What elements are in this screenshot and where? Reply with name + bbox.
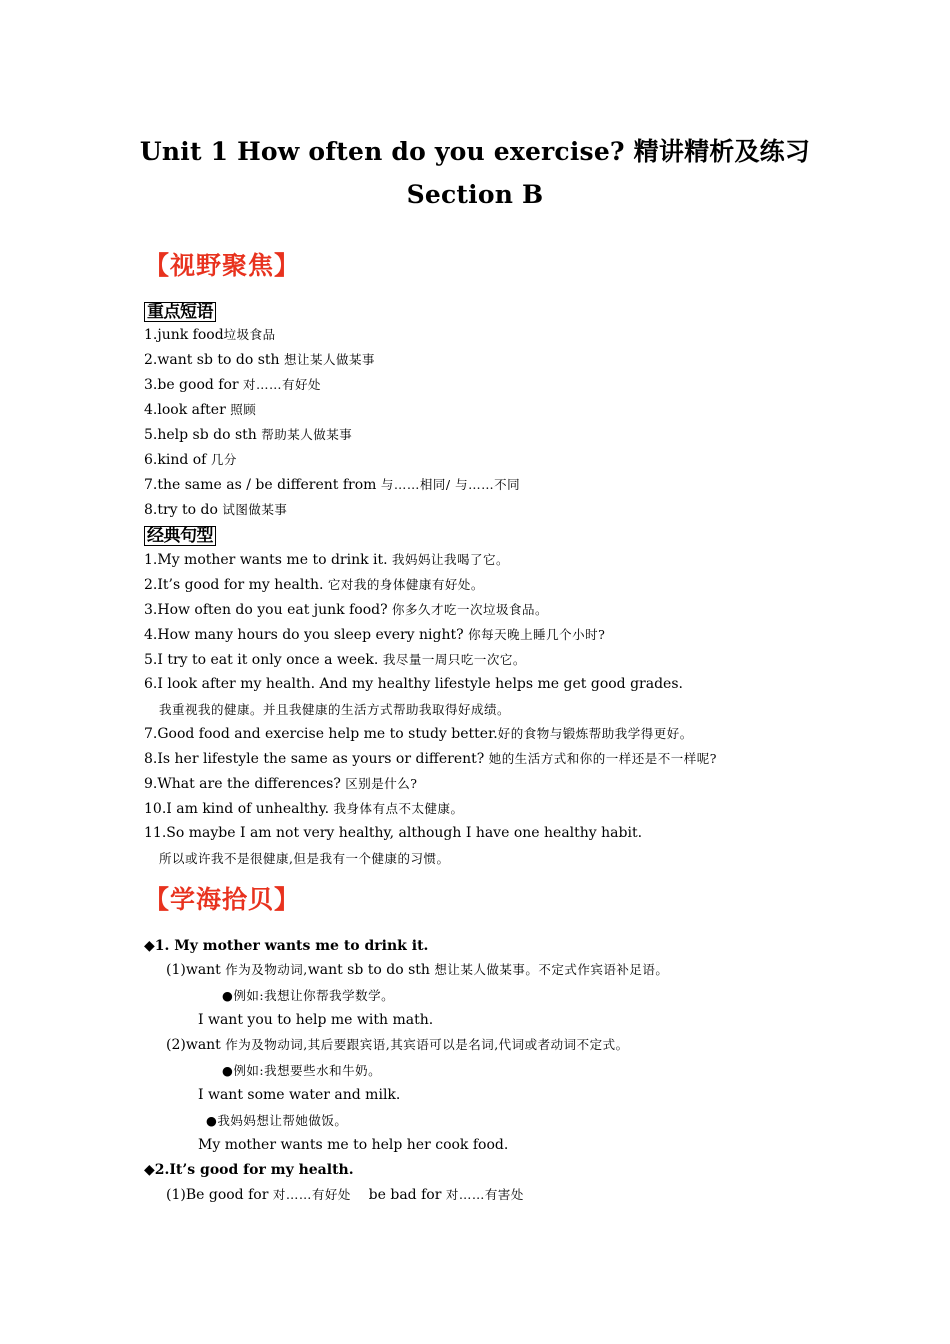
phrase-en: 4.look after bbox=[144, 402, 226, 418]
example-zh: ●我妈妈想让帮她做饭。 bbox=[206, 1113, 348, 1128]
example-english: I want some water and milk. bbox=[198, 1087, 401, 1103]
sentence-en: 5.I try to eat it only once a week. bbox=[144, 652, 379, 668]
note-text bbox=[166, 961, 668, 979]
list-item bbox=[144, 675, 683, 693]
sentences-heading: 经典句型 bbox=[144, 526, 216, 546]
list-item bbox=[144, 401, 256, 419]
phrase-zh: 照顾 bbox=[230, 402, 257, 417]
note-zh: 作为及物动词, bbox=[225, 962, 308, 977]
phrase-en: 5.help sb do sth bbox=[144, 427, 257, 443]
example-label bbox=[222, 1062, 381, 1080]
phrase-en: 2.want sb to do sth bbox=[144, 352, 280, 368]
list-item bbox=[144, 576, 484, 594]
note-heading: ◆2.It’s good for my health. bbox=[144, 1162, 354, 1178]
sentence-zh: 你每天晚上睡几个小时? bbox=[468, 627, 606, 642]
list-item bbox=[144, 601, 548, 619]
list-item bbox=[144, 426, 352, 444]
note-en: want sb to do sth bbox=[307, 962, 430, 978]
phrase-zh: 几分 bbox=[210, 452, 237, 467]
note-zh: 作为及物动词,其后要跟宾语,其宾语可以是名词,代词或者动词不定式。 bbox=[225, 1037, 629, 1052]
sentence-en: 6.I look after my health. And my healthy lifestyle helps me get good grades. bbox=[144, 676, 683, 692]
note-en: be bad for bbox=[368, 1187, 442, 1203]
sentence-zh: 好的食物与锻炼帮助我学得更好。 bbox=[497, 726, 693, 741]
phrase-zh: 试图做某事 bbox=[222, 502, 288, 517]
list-item bbox=[144, 476, 520, 494]
title-line-2: Section B bbox=[406, 180, 544, 209]
phrase-en: 7.the same as / be different from bbox=[144, 477, 381, 493]
example-label bbox=[206, 1112, 347, 1130]
phrase-en: 1.junk food bbox=[144, 327, 224, 343]
sentence-en: 4.How many hours do you sleep every night? bbox=[144, 627, 464, 643]
sentence-zh: 它对我的身体健康有好处。 bbox=[327, 577, 484, 592]
phrase-zh: 想让某人做某事 bbox=[284, 352, 376, 367]
note-zh: 对……有害处 bbox=[445, 1187, 524, 1202]
phrase-zh: 垃圾食品 bbox=[223, 327, 276, 342]
list-item bbox=[144, 351, 375, 369]
section-heading-learning: 【学海拾贝】 bbox=[144, 885, 301, 914]
sentence-zh: 我妈妈让我喝了它。 bbox=[392, 552, 510, 567]
example-english: I want you to help me with math. bbox=[198, 1012, 434, 1028]
sentence-zh: 她的生活方式和你的一样还是不一样呢? bbox=[488, 751, 717, 766]
list-item bbox=[159, 701, 510, 719]
sentence-en: 8.Is her lifestyle the same as yours or different? bbox=[144, 751, 485, 767]
list-item bbox=[144, 626, 605, 644]
list-item bbox=[144, 800, 464, 818]
sentence-zh: 你多久才吃一次垃圾食品。 bbox=[392, 602, 549, 617]
phrase-zh: 帮助某人做某事 bbox=[261, 427, 353, 442]
list-item bbox=[144, 750, 717, 768]
section-heading-focus: 【视野聚焦】 bbox=[144, 251, 301, 280]
list-item bbox=[144, 551, 509, 569]
phrase-zh: 与……相同/ 与……不同 bbox=[380, 477, 521, 492]
note-en: (1)want bbox=[166, 962, 221, 978]
sentence-en: 1.My mother wants me to drink it. bbox=[144, 552, 388, 568]
list-item bbox=[144, 326, 276, 344]
list-item bbox=[144, 376, 321, 394]
list-item bbox=[159, 850, 449, 868]
sentence-zh: 我尽量一周只吃一次它。 bbox=[382, 652, 526, 667]
note-zh: 想让某人做某事。不定式作宾语补足语。 bbox=[434, 962, 669, 977]
sentence-en: 2.It’s good for my health. bbox=[144, 577, 324, 593]
sentence-zh: 我身体有点不太健康。 bbox=[333, 801, 464, 816]
sentence-en: 11.So maybe I am not very healthy, although I have one healthy habit. bbox=[144, 825, 643, 841]
list-item bbox=[144, 824, 642, 842]
list-item bbox=[144, 501, 287, 519]
sentence-en: 7.Good food and exercise help me to study better. bbox=[144, 726, 498, 742]
note-text bbox=[166, 1036, 629, 1054]
note-text bbox=[166, 1186, 524, 1204]
phrase-zh: 对……有好处 bbox=[243, 377, 322, 392]
example-label bbox=[222, 987, 394, 1005]
sentence-zh: 我重视我的健康。并且我健康的生活方式帮助我取得好成绩。 bbox=[159, 702, 511, 717]
sentence-en: 10.I am kind of unhealthy. bbox=[144, 801, 330, 817]
phrase-en: 3.be good for bbox=[144, 377, 244, 393]
list-item bbox=[144, 451, 237, 469]
example-zh: ●例如:我想要些水和牛奶。 bbox=[222, 1063, 382, 1078]
phrases-heading: 重点短语 bbox=[144, 302, 216, 322]
sentence-en: 9.What are the differences? bbox=[144, 776, 341, 792]
phrase-en: 6.kind of bbox=[144, 452, 211, 468]
sentence-en: 3.How often do you eat junk food? bbox=[144, 602, 388, 618]
example-english: My mother wants me to help her cook food. bbox=[198, 1137, 509, 1153]
list-item bbox=[144, 651, 526, 669]
list-item bbox=[144, 725, 693, 743]
phrase-en: 8.try to do bbox=[144, 502, 223, 518]
sentence-zh: 所以或许我不是很健康,但是我有一个健康的习惯。 bbox=[159, 851, 450, 866]
title-line-1: Unit 1 How often do you exercise? 精讲精析及练习 bbox=[139, 137, 811, 166]
note-en: (1)Be good for bbox=[166, 1187, 269, 1203]
example-zh: ●例如:我想让你帮我学数学。 bbox=[222, 988, 395, 1003]
sentence-zh: 区别是什么? bbox=[345, 776, 418, 791]
list-item bbox=[144, 775, 417, 793]
note-en: (2)want bbox=[166, 1037, 221, 1053]
note-zh: 对……有好处 bbox=[272, 1187, 351, 1202]
note-heading: ◆1. My mother wants me to drink it. bbox=[144, 938, 429, 954]
